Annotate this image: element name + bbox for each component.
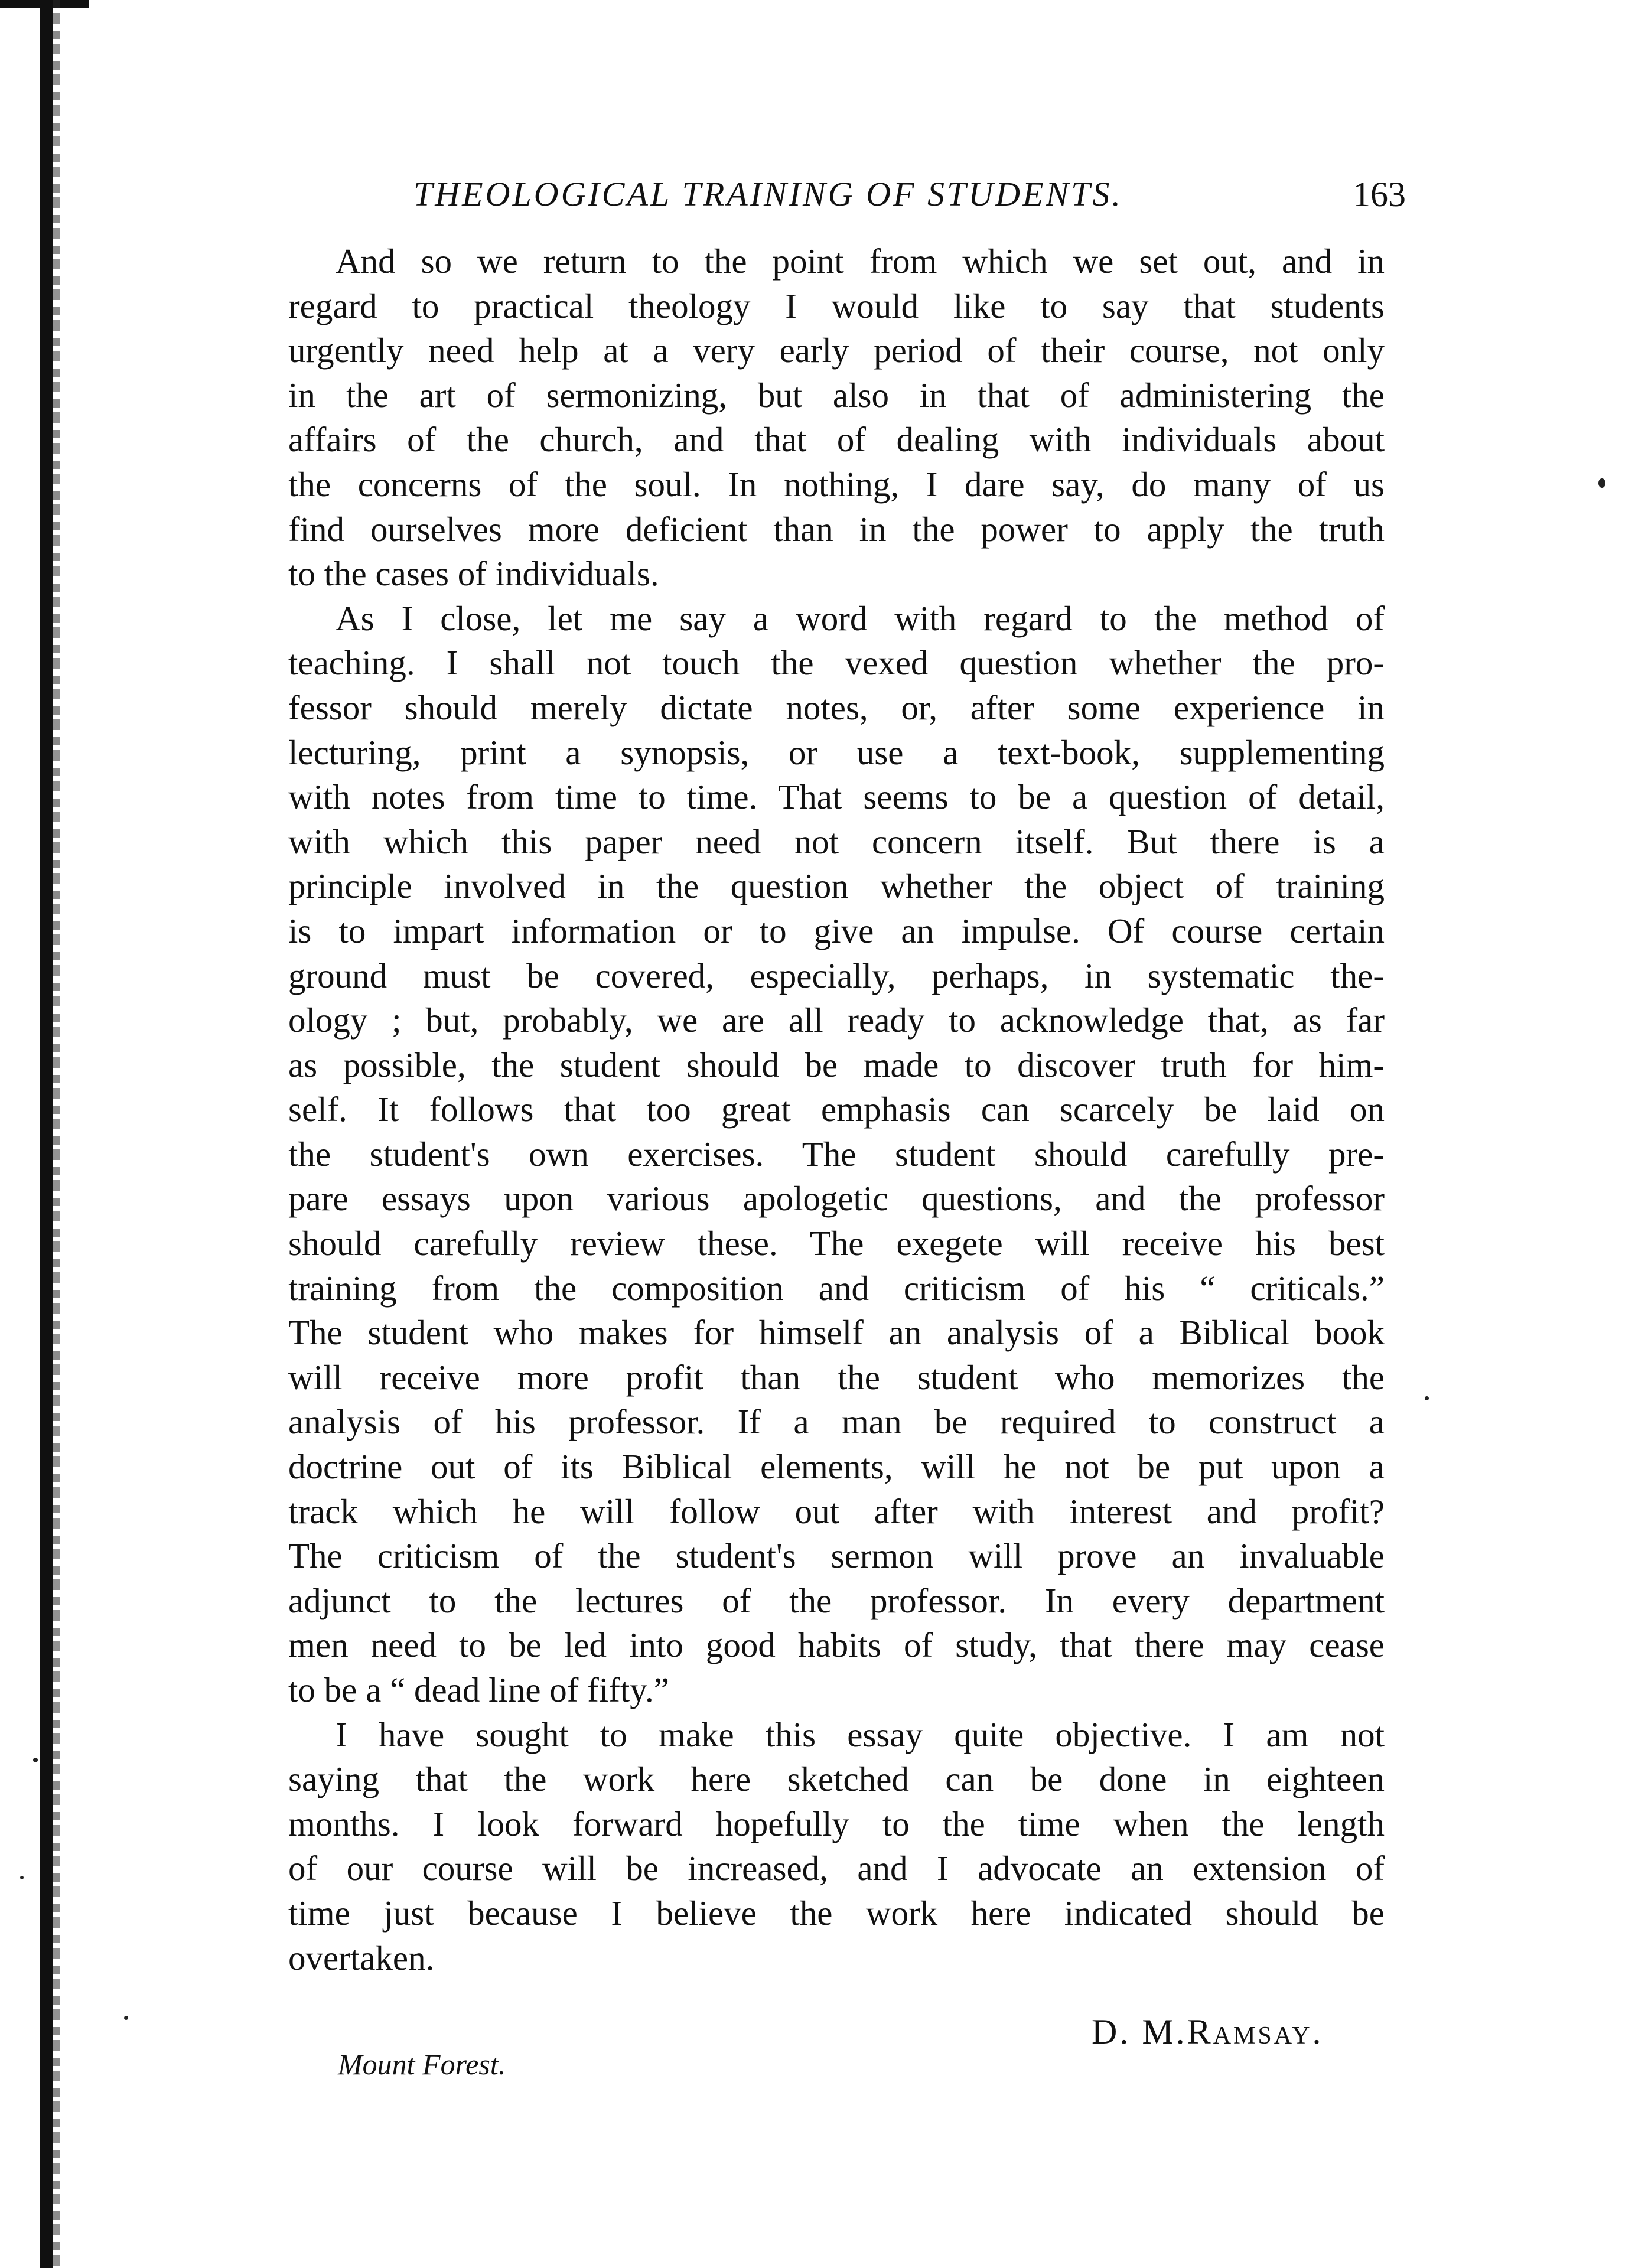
text-line: principle involved in the question whether the object of training (288, 866, 1385, 906)
ink-speck (33, 1758, 38, 1762)
ink-speck (124, 2016, 128, 2020)
text-line: teaching. I shall not touch the vexed question whether the pro- (288, 643, 1385, 683)
text-line: will receive more profit than the student who memorizes the (288, 1357, 1385, 1397)
running-title: THEOLOGICAL TRAINING OF STUDENTS. (413, 175, 1123, 213)
text-line: ground must be covered, especially, perhaps, in systematic the- (288, 956, 1385, 995)
ink-speck (1425, 1396, 1429, 1400)
text-line: doctrine out of its Biblical elements, will he not be put upon a (288, 1447, 1385, 1487)
text-line: find ourselves more deficient than in the power to apply the truth (288, 509, 1385, 549)
text-line: ology ; but, probably, we are all ready to acknowledge that, as far (288, 1001, 1385, 1040)
text-line: training from the composition and criticism of his “ criticals.” (288, 1268, 1385, 1308)
text-line: with notes from time to time. That seems to be a question of detail, (288, 777, 1385, 817)
text-line: should carefully review these. The exegete will receive his best (288, 1224, 1385, 1263)
page-number: 163 (1353, 175, 1406, 214)
text-line: time just because I believe the work here indicated should be (288, 1893, 1385, 1933)
text-line: with which this paper need not concern itself. But there is a (288, 822, 1385, 861)
text-line: the concerns of the soul. In nothing, I dare say, do many of us (288, 464, 1385, 504)
text-line: I have sought to make this essay quite objective. I am not (336, 1715, 1385, 1754)
text-line: fessor should merely dictate notes, or, after some experience in (288, 687, 1385, 727)
text-line: analysis of his professor. If a man be required to construct a (288, 1402, 1385, 1442)
ink-speck (1598, 478, 1605, 488)
text-line: self. It follows that too great emphasis can scarcely be laid on (288, 1090, 1385, 1129)
running-head (413, 168, 1406, 221)
text-line: months. I look forward hopefully to the time when the length (288, 1804, 1385, 1843)
text-line: urgently need help at a very early period of their course, not only (288, 331, 1385, 370)
text-line: as possible, the student should be made to discover truth for him- (288, 1045, 1385, 1084)
text-line: saying that the work here sketched can be done in eighteen (288, 1759, 1385, 1799)
text-line: pare essays upon various apologetic questions, and the professor (288, 1179, 1385, 1218)
text-line: The criticism of the student's sermon will prove an invaluable (288, 1536, 1385, 1576)
text-line: men need to be led into good habits of study, that there may cease (288, 1625, 1385, 1665)
text-line: The student who makes for himself an analysis of a Biblical book (288, 1313, 1385, 1353)
body-text (288, 239, 1385, 1980)
text-line: to the cases of individuals. (288, 554, 659, 594)
binding-shadow (40, 0, 53, 2268)
text-line: adjunct to the lectures of the professor. In every department (288, 1581, 1385, 1620)
text-line: And so we return to the point from which we set out, and in (336, 242, 1385, 281)
text-line: track which he will follow out after with interest and profit? (288, 1491, 1385, 1531)
text-line: the student's own exercises. The student should carefully pre- (288, 1134, 1385, 1174)
text-line: overtaken. (288, 1938, 435, 1977)
text-line: in the art of sermonizing, but also in that of administering the (288, 375, 1385, 415)
author-signature: D. M.Ramsay. (1092, 2012, 1324, 2051)
place-line: Mount Forest. (338, 2048, 506, 2081)
text-line: affairs of the church, and that of dealing with individuals about (288, 420, 1385, 460)
text-line: regard to practical theology I would like to say that students (288, 286, 1385, 325)
text-line: to be a “ dead line of fifty.” (288, 1670, 669, 1709)
text-line: lecturing, print a synopsis, or use a text-book, supplementing (288, 732, 1385, 772)
text-line: As I close, let me say a word with regard to the method of (336, 598, 1385, 638)
ink-speck (20, 1876, 24, 1879)
binding-texture (53, 0, 60, 2268)
text-line: is to impart information or to give an impulse. Of course certain (288, 911, 1385, 950)
text-line: of our course will be increased, and I advocate an extension of (288, 1849, 1385, 1888)
